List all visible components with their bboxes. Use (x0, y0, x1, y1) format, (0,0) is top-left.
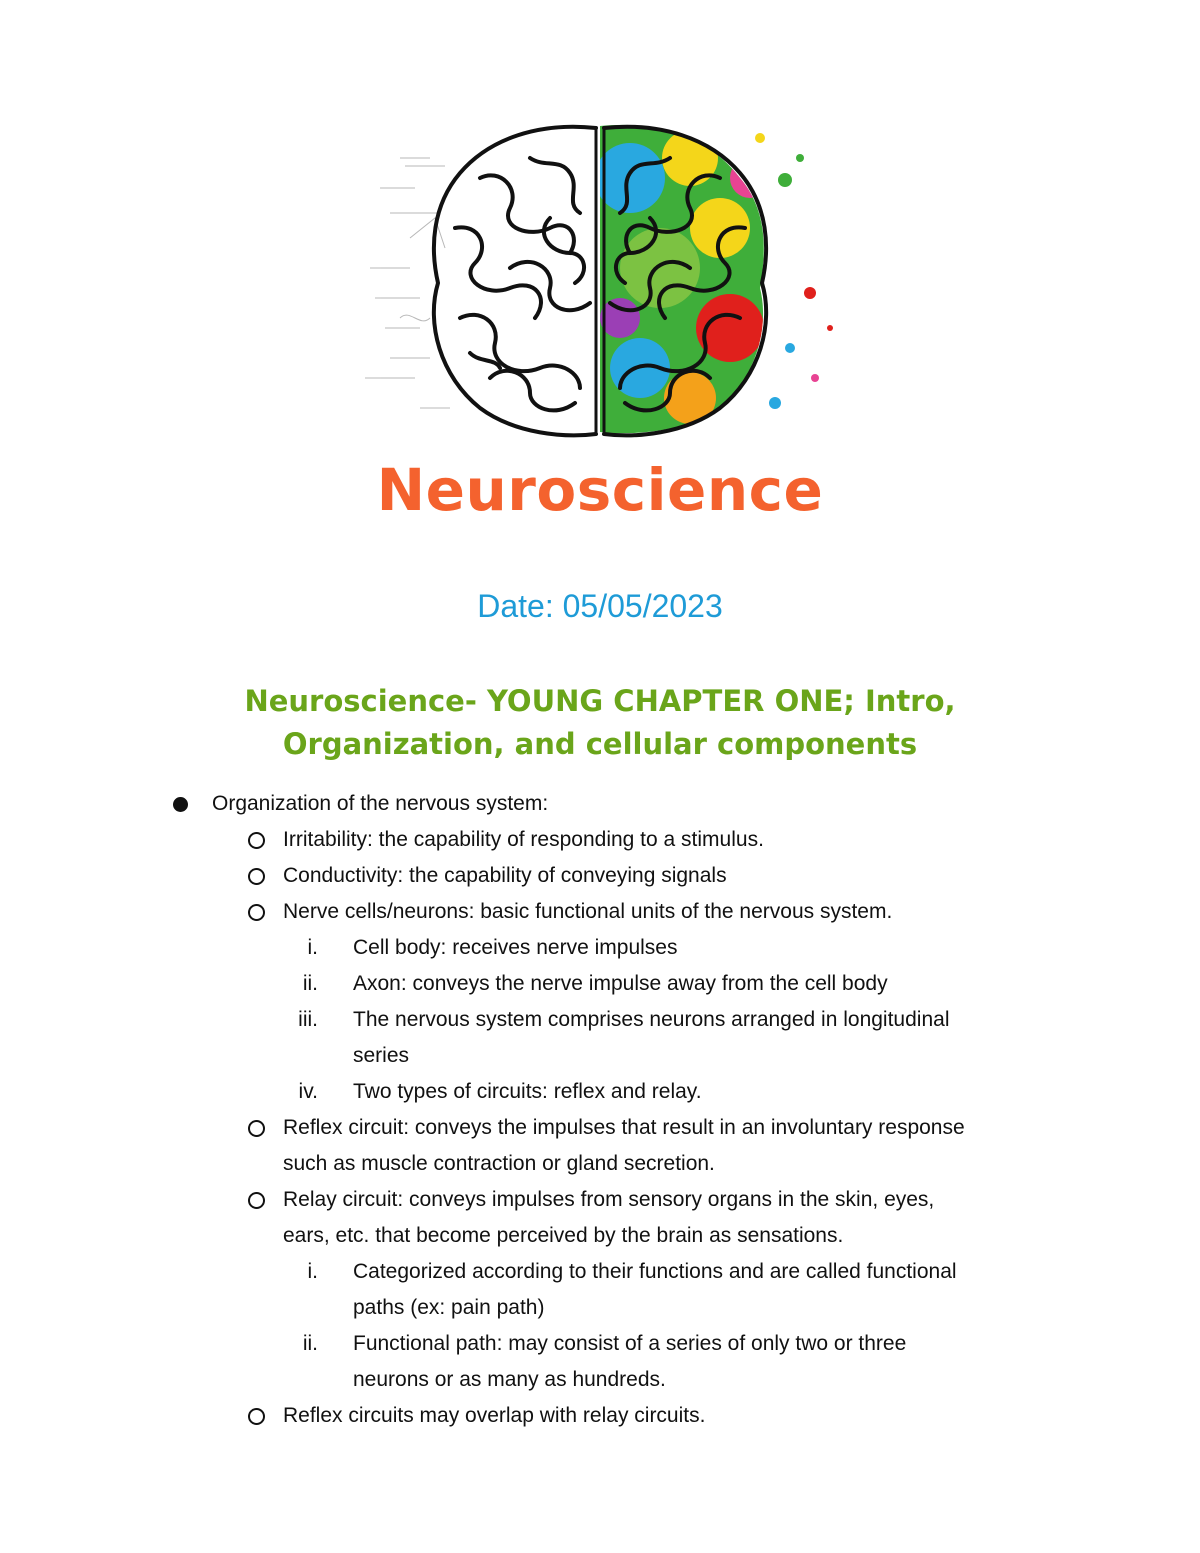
bullet-disc-icon (173, 797, 188, 812)
bullet-circle-icon (248, 1408, 265, 1425)
bullet-circle-icon (248, 868, 265, 885)
document-date: Date: 05/05/2023 (477, 588, 723, 624)
list-item: iii. The nervous system comprises neurons arranged in longitudinal series (298, 1008, 950, 1067)
list-item: Reflex circuits may overlap with relay circuits. (0, 1398, 1200, 1434)
bullet-circle-icon (248, 904, 265, 921)
list-item: Nerve cells/neurons: basic functional units of the nervous system. (0, 894, 1200, 930)
outline-list (0, 786, 1200, 1434)
bullet-circle-icon (248, 832, 265, 849)
heading-line-2: Organization, and cellular components (282, 727, 918, 761)
heading-line-1: Neuroscience- YOUNG CHAPTER ONE; Intro, (244, 684, 956, 718)
list-item: iv. Two types of circuits: reflex and relay. (298, 1080, 702, 1103)
list-item: Reflex circuit: conveys the impulses that result in an involuntary response such as muscle contraction or gland secretion. (0, 1110, 1200, 1182)
list-item: i. Categorized according to their functions and are called functional paths (ex: pain path) (307, 1260, 957, 1319)
list-item: Conductivity: the capability of conveying signals (0, 858, 1200, 894)
bullet-circle-icon (248, 1120, 265, 1137)
brain-illustration (360, 118, 840, 443)
list-item: ii. Axon: conveys the nerve impulse away from the cell body (302, 972, 888, 995)
section-heading (0, 680, 1200, 766)
list-item: Relay circuit: conveys impulses from sensory organs in the skin, eyes, ears, etc. that become perceived by the brain as sensations. (0, 1182, 1200, 1254)
list-item: Organization of the nervous system: (0, 786, 1200, 822)
list-item: Irritability: the capability of responding to a stimulus. (0, 822, 1200, 858)
list-item: ii. Functional path: may consist of a series of only two or three neurons or as many as hundreds. (302, 1332, 907, 1391)
bullet-circle-icon (248, 1192, 265, 1209)
document-title: Neuroscience (376, 456, 824, 524)
list-item: i. Cell body: receives nerve impulses (307, 936, 678, 959)
